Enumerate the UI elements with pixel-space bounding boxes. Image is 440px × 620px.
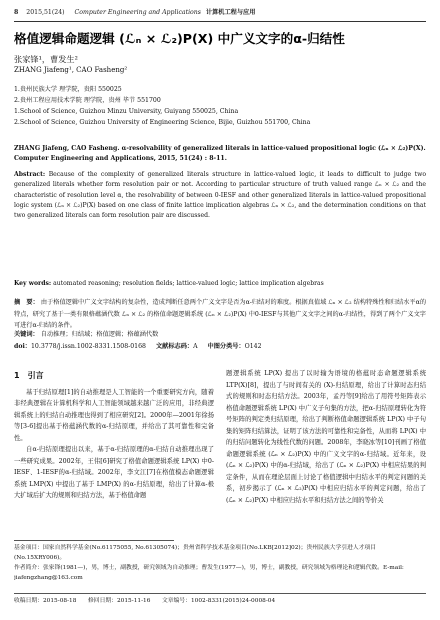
doc-code-label: 文献标志码： [155,343,194,350]
abstract-cn-text: 由于格值逻辑中广义文字结构的复杂性，造成判断任意两个广义文字是否为α-归结对的难度。根据真值域 ℒₙ × ℒ₂ 结构特殊性和归结水平α的特点，研究了基于一类有限格蕴涵代数 ℒₙ × ℒ₂ 的格值命题逻辑系统 (ℒₙ × ℒ₂)P(X) 中0-IESF与其他广义文字之间的α-归结性，得到了两个广义文字可进行α-归结的条件。 [14,299,427,329]
body-column-left [14,368,214,502]
receipt-dates: 收稿日期：2015-08-18 修回日期：2015-11-16 文章编号：1002-8331(2015)24-0008-04 [14,598,276,604]
body-paragraph: 基于归结原理[1]的自动推理是人工智能的一个重要研究方向，随着非经典逻辑在计算机科学和人工智能领域越来越广泛的应用，非经典逻辑系统上的归结自动推理也得到了相应研究[2]。2000年—2001年徐扬等[3-6]提出基于格蕴涵代数的α-归结原理，并给出了其可靠性和完备性。 [14,388,214,442]
body-paragraph: 自α-归结原理提出以来，基于α-归结原理的α-归结自动推理出现了一些研究成果。2002年，王伟[6]研究了格值命题逻辑系统 LP(X) 中0-IESF、1-IESF的α-归结域。2002年，李文江[7]在格值模态命题逻辑系统 LMP(X) 中提出了基于 LMP(X) 的α-归结原理，给出了计算α-极大扩域后扩大的规则和归结方法，基于格值命题 [14,446,214,499]
clc-label: 中图分类号： [207,343,245,350]
abstract-en-text: Because of the complexity of generalized literals structure in lattice-valued logic, it leads to difficult to judge two generalized literals whether form resolution pair or not. According to particular structure of truth valued range ℒₙ × ℒ₂ and the characteristic of resolution level α, the resolvability of between 0-IESF and other generalized literals in lattice-valued propositional logic system (ℒₙ × ℒ₂)P(X) based on one class of finite lattice implication algebras ℒₙ × ℒ₂, and the determination conditions on that two generalized literals can form resolution pair are discussed. [14,171,426,220]
affiliation-line: 1.贵州民族大学 理学院，贵阳 550025 [14,86,122,93]
affiliation-line: 2.School of Science, Guizhou University of Engineering Science, Bijie, Guizhou 551700, China [14,119,311,126]
authors-chinese: 张家锋¹，曹发生² [14,54,78,64]
affiliation-line: 2.贵州工程应用技术学院 理学院，贵州 毕节 551700 [14,97,161,104]
keywords-cn-label: 关键词： [14,331,39,338]
running-header [14,6,426,20]
doi-value: 10.3778/j.issn.1002-8331.1508-0168 [31,343,146,350]
keywords-english [14,279,426,289]
paper-title: 格值逻辑命题逻辑 (ℒₙ × ℒ₂)P(X) 中广义文字的α-归结性 [14,31,345,46]
clc-value: O142 [244,343,262,350]
journal-name-en: Computer Engineering and Applications [74,9,201,16]
doi-label: doi： [14,343,31,350]
affiliations [14,84,426,128]
english-citation: ZHANG Jiafeng, CAO Fasheng. α-resolvability of generalized literals in lattice-valued propositional logic (ℒₙ × ℒ₂)P(X). Computer Engineering and Applications, 2015, 51(24) : 8-11. [14,145,426,162]
footnote-funding: 基金项目：国家自然科学基金(No.61175055, No.61305074)；贵州省科学技术基金项目(No.LKB[2012]02)；贵州民族大学引进人才项目(No.15XRY006)。 [14,545,377,561]
footnote-divider [14,540,174,541]
doc-code-value: A [193,343,198,350]
journal-name-cn: 计算机工程与应用 [205,9,256,16]
page-number: 8 [14,9,19,16]
section-heading: 1 引言 [14,371,44,380]
doi-line [14,342,426,352]
abstract-english [14,170,426,221]
keywords-chinese [14,330,426,340]
affiliation-line: 1.School of Science, Guizhou Minzu University, Guiyang 550025, China [14,108,239,115]
abstract-en-label: Abstract: [14,171,46,178]
keywords-en-label: Key words: [14,280,52,287]
authors-english: ZHANG Jiafeng¹, CAO Fasheng² [14,66,128,74]
abstract-cn-label: 摘 要： [14,299,39,306]
keywords-cn-text: 自动推理；归结域；格值逻辑；格蕴涵代数 [40,331,159,338]
body-column-right [226,368,426,506]
abstract-chinese [14,297,426,332]
bottom-divider [14,593,426,594]
header-divider [14,21,426,22]
issue-info: 2015,51(24) [26,9,65,16]
body-paragraph: 题逻辑系统 LP(X) 提出了以时输为语境的格蕴时态命题逻辑系统 LTP(X)[8]，提出了与时间有关的 (X)-归结原理，给出了计算时态归结式的规则和时态归结方法。2003年，孟丹等[9]给出了用符号矩阵表示格值命题逻辑系统 LP(X) 中广义子句集的方法，把α-归结原理转化为符号矩阵的判定类归结原理，给出了判断格值命题逻辑系统 LP(X) 中子句集的矩阵归结算法，证明了该方法的可靠性和完备性，从而将 LP(X) 中的归结问题转化为线性代数的问题。2008年，李晓冰等[10]刊画了格值命题逻辑系统 (ℒₙ × ℒ₂)P(X) 中的广义文字的α-归结域。近年来，设 (ℒₙ × ℒ₂)P(X) 中的α-归结域，给出了 (ℒₙ × ℒ₂)P(X) 中相应结果的判定条件，从而在理论层面上讨论了格值逻辑中归结水平的判定问题的关系，初步揭示了 (ℒₙ × ℒ₂)P(X) 中相应归结水平的判定问题，给出了 (ℒₙ × ℒ₂)P(X) 中相应归结水平和归结方法之间的等价关 [226,370,426,504]
keywords-en-text: automated reasoning; resolution fields; lattice-valued logic; lattice implication algebras [53,280,324,287]
footnotes [14,543,426,583]
footnote-authors: 作者简介：张家锋(1981—)，男，博士，副教授，研究领域为自动推理；曹发生(1977—)，男，博士，副教授，研究领域为格理论和逻辑代数。E-mail: jiafengzhang@163.com [14,565,404,581]
